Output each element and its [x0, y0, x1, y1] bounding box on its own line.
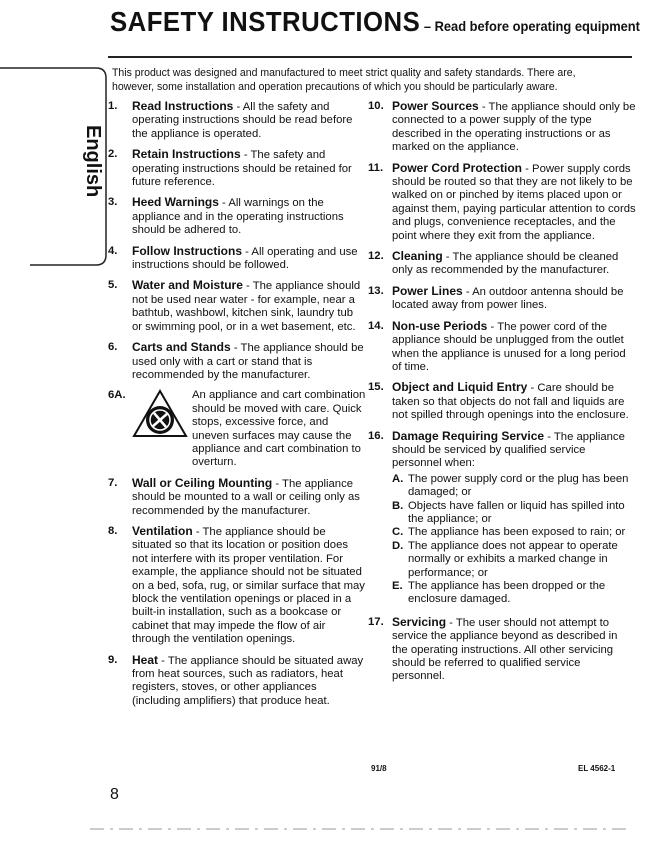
item-heading: Object and Liquid Entry	[392, 380, 528, 395]
list-item	[368, 381, 636, 422]
list-item	[108, 341, 366, 382]
item-number: 10.	[368, 100, 384, 112]
item-heading: Power Sources	[392, 99, 479, 113]
title-subtitle: – Read before operating equipment	[420, 18, 640, 34]
sub-item-letter: C.	[392, 526, 404, 539]
item-heading: Heed Warnings	[132, 195, 219, 210]
list-item	[368, 162, 636, 243]
sub-item-letter: D.	[392, 539, 404, 552]
item-heading: Ventilation	[132, 523, 193, 538]
item-number: 11.	[368, 161, 384, 174]
item-text: - The power cord of the appliance should be unplugged from the outlet when the appliance is unused for a long period of time.	[392, 320, 626, 373]
item-text: - All operating and use instructions should be followed.	[132, 245, 358, 272]
page-title	[110, 6, 640, 38]
cart-tip-warning-icon	[132, 389, 188, 439]
item-heading: Follow Instructions	[132, 243, 242, 258]
list-item	[368, 285, 636, 313]
item-text: - All warnings on the appliance and in the operating instructions should be adhered to.	[132, 197, 344, 237]
sub-item-text: The appliance does not appear to operate normally or exhibits a marked change in performance; or	[408, 539, 618, 579]
item-text: - The appliance should only be connected to a power supply of the type described in the operating instructions or as marked on the appliance.	[392, 101, 636, 154]
item-heading: Read Instructions	[132, 99, 234, 113]
item-number: 7.	[108, 476, 118, 489]
item-number: 6.	[108, 341, 118, 354]
item-text: - The appliance should be serviced by qualified service personnel when:	[392, 430, 625, 470]
item-text: - The appliance should be mounted to a wall or ceiling only as recommended by the manufacturer.	[132, 477, 360, 517]
sub-item-letter: A.	[392, 472, 404, 485]
list-item	[108, 654, 366, 709]
item-number: 13.	[368, 284, 384, 297]
list-item	[108, 525, 366, 647]
intro-paragraph: This product was designed and manufactured to meet strict quality and safety standards. There are, however, some installation and operation precautions of which you should be particularly aware.	[112, 67, 576, 93]
item-heading: Non-use Periods	[392, 318, 488, 333]
item-number: 14.	[368, 319, 384, 332]
item-number: 2.	[108, 148, 118, 161]
item-number: 12.	[368, 250, 384, 263]
item-heading: Carts and Stands	[132, 340, 231, 355]
item-text: - The appliance should be situated so that its location or position does not interfere with its proper ventilation. For example, the appliance should not be situated on a bed, sofa, rug, or similar surface that may block the ventilation openings or placed in a built-in installation, such as a bookcase or cabinet that may impede the flow of air through the ventilation openings.	[132, 525, 365, 646]
item-heading: Heat	[132, 652, 159, 667]
sub-list-item	[392, 526, 636, 539]
sub-list-item	[392, 580, 636, 607]
list-item-17	[368, 616, 636, 684]
item-number: 16.	[368, 429, 384, 442]
item-text: An appliance and cart combination should be moved with care. Quick stops, excessive force, and uneven surfaces may cause the appliance and cart combination to overturn.	[192, 389, 366, 469]
sub-item-text: The appliance has been exposed to rain; or	[408, 526, 626, 539]
item-text: - The appliance should be cleaned only as recommended by the manufacturer.	[392, 251, 619, 277]
sub-item-text: Objects have fallen or liquid has spilled into the appliance; or	[408, 499, 625, 525]
sub-list-item	[392, 473, 636, 500]
sub-list-item	[392, 540, 636, 580]
item-number: 5.	[108, 279, 118, 292]
item-text: - The user should not attempt to service the appliance beyond as described in the operating instructions. All other servicing should be referred to qualified service personnel.	[392, 616, 618, 683]
list-item	[108, 279, 366, 334]
list-item	[108, 196, 366, 237]
item-number: 3.	[108, 196, 118, 209]
sub-item-text: The appliance has been dropped or the enclosure damaged.	[408, 580, 606, 606]
item-number: 1.	[108, 100, 118, 112]
item-number: 9.	[108, 653, 118, 666]
item-number: 15.	[368, 381, 384, 394]
item-heading: Cleaning	[392, 249, 443, 264]
item-heading: Wall or Ceiling Mounting	[132, 475, 273, 490]
list-item	[368, 250, 636, 278]
list-item	[108, 148, 366, 189]
item-heading: Damage Requiring Service	[392, 428, 545, 443]
language-tab-label: English	[82, 125, 104, 198]
item-number: 8.	[108, 524, 118, 537]
sub-list-item	[392, 500, 636, 527]
item-number: 4.	[108, 244, 118, 257]
item-text: - The safety and operating instructions should be retained for future reference.	[132, 149, 352, 189]
list-item	[108, 477, 366, 518]
item-text: - An outdoor antenna should be located away from power lines.	[392, 285, 624, 312]
sub-item-letter: E.	[392, 580, 403, 592]
item-text: - The appliance should be used only with a cart or stand that is recommended by the manufacturer.	[132, 342, 364, 381]
list-item	[368, 100, 636, 155]
item-heading: Servicing	[392, 614, 447, 629]
page-header	[0, 0, 646, 60]
footer-code-right: EL 4562-1	[578, 764, 616, 773]
sub-item-letter: B.	[392, 499, 404, 512]
list-item	[368, 320, 636, 375]
sub-item-text: The power supply cord or the plug has been damaged; or	[408, 472, 629, 499]
title-main: SAFETY INSTRUCTIONS	[110, 6, 421, 37]
item-heading: Retain Instructions	[132, 147, 241, 162]
item-text: - The appliance should not be used near water - for example, near a bathtub, washbowl, kitchen sink, laundry tub or swimming pool, or in a wet basement, etc.	[132, 280, 361, 333]
item-text: - The appliance should be situated away from heat sources, such as radiators, heat registers, stoves, or other appliances (including amplifiers) that produce heat.	[132, 654, 364, 707]
left-column	[108, 100, 366, 715]
item-text: - Power supply cords should be routed so that they are not likely to be walked on or pinched by items placed upon or against them, paying particular attention to cords and plugs, convenience receptacles, and the point where they exit from the appliance.	[392, 162, 636, 242]
scan-artifact-line	[90, 828, 630, 830]
header-rule	[108, 56, 632, 58]
item-number: 17.	[368, 615, 384, 628]
item-number: 6A.	[108, 389, 126, 402]
item-heading: Power Cord Protection	[392, 160, 523, 175]
item-heading: Water and Moisture	[132, 278, 243, 293]
item-text: - All the safety and operating instructions should be read before the appliance is operated.	[132, 101, 353, 140]
list-item-6a	[108, 389, 366, 469]
list-item	[108, 100, 366, 141]
item-heading: Power Lines	[392, 283, 463, 298]
item-text: - Care should be taken so that objects do not fall and liquids are not spilled through openings into the enclosure.	[392, 382, 629, 422]
right-column	[368, 100, 636, 691]
page-number: 8	[110, 786, 119, 803]
footer-code-left: 91/8	[371, 764, 387, 773]
list-item	[368, 430, 636, 471]
list-item	[108, 245, 366, 273]
